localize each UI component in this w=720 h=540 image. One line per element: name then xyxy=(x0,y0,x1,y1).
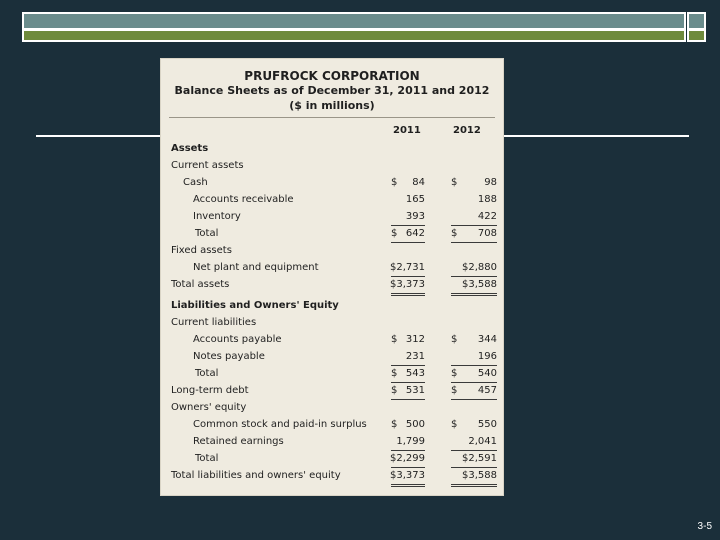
row-label: Accounts payable xyxy=(193,334,282,345)
row-label: Current liabilities xyxy=(171,317,257,328)
value-cell-2011 xyxy=(391,194,425,208)
table-row xyxy=(161,453,503,470)
table-row xyxy=(161,279,503,296)
amount: $3,373 xyxy=(390,279,425,290)
amount: $3,373 xyxy=(390,470,425,481)
amount: 98 xyxy=(484,177,497,188)
header-divider xyxy=(169,117,495,118)
table-row xyxy=(161,194,503,211)
value-cell-2012 xyxy=(451,279,497,296)
row-label: Retained earnings xyxy=(193,436,284,447)
table-row xyxy=(161,228,503,245)
row-label: Current assets xyxy=(171,160,244,171)
amount: 550 xyxy=(477,419,497,430)
table-row xyxy=(161,436,503,453)
value-cell-2012 xyxy=(451,177,497,191)
amount: 543 xyxy=(405,368,425,379)
title-bar-decoration xyxy=(22,12,706,42)
value-cell-2011 xyxy=(391,228,425,243)
amount: $3,588 xyxy=(462,279,497,290)
value-cell-2011 xyxy=(391,453,425,468)
row-label: Cash xyxy=(183,177,208,188)
row-label: Common stock and paid-in surplus xyxy=(193,419,367,430)
dollar-sign: $ xyxy=(391,385,398,396)
row-label: Liabilities and Owners' Equity xyxy=(171,300,339,311)
value-cell-2011 xyxy=(391,419,425,433)
balance-sheet-image xyxy=(160,58,504,496)
value-cell-2011 xyxy=(391,436,425,451)
dollar-sign: $ xyxy=(391,177,398,188)
table-row xyxy=(161,470,503,487)
table-row xyxy=(161,419,503,436)
amount: 2,041 xyxy=(468,436,497,447)
column-header-row xyxy=(161,125,503,142)
value-cell-2011 xyxy=(391,385,425,400)
row-label: Long-term debt xyxy=(171,385,249,396)
value-cell-2011 xyxy=(391,470,425,487)
value-cell-2012 xyxy=(451,368,497,383)
value-cell-2012 xyxy=(451,334,497,348)
value-cell-2012 xyxy=(451,436,497,451)
amount: $2,299 xyxy=(390,453,425,464)
top-bar-green-square xyxy=(687,29,706,42)
value-cell-2011 xyxy=(391,368,425,383)
amount: 422 xyxy=(477,211,497,222)
value-cell-2011 xyxy=(391,279,425,296)
amount: 708 xyxy=(477,228,497,239)
value-cell-2012 xyxy=(451,385,497,400)
dollar-sign: $ xyxy=(391,419,398,430)
dollar-sign: $ xyxy=(391,368,398,379)
value-cell-2011 xyxy=(391,351,425,366)
row-label: Total xyxy=(195,453,219,464)
table-row xyxy=(161,143,503,160)
table-row xyxy=(161,160,503,177)
row-label: Inventory xyxy=(193,211,241,222)
dollar-sign: $ xyxy=(451,368,458,379)
page-number: 3-5 xyxy=(697,521,712,532)
table-row xyxy=(161,317,503,334)
dollar-sign: $ xyxy=(451,419,458,430)
value-cell-2012 xyxy=(451,228,497,243)
amount: 393 xyxy=(405,211,425,222)
row-label: Net plant and equipment xyxy=(193,262,319,273)
row-label: Accounts receivable xyxy=(193,194,294,205)
top-bar-green xyxy=(22,29,686,42)
amount: $2,880 xyxy=(462,262,497,273)
amount: $2,591 xyxy=(462,453,497,464)
value-cell-2012 xyxy=(451,194,497,208)
top-bar-teal xyxy=(22,12,686,30)
value-cell-2011 xyxy=(391,211,425,226)
dollar-sign: $ xyxy=(451,228,458,239)
table-row xyxy=(161,402,503,419)
dollar-sign: $ xyxy=(391,228,398,239)
value-cell-2012 xyxy=(451,211,497,226)
row-label: Fixed assets xyxy=(171,245,232,256)
amount: 188 xyxy=(477,194,497,205)
value-cell-2011 xyxy=(391,334,425,348)
row-label: Total xyxy=(195,228,219,239)
value-cell-2012 xyxy=(451,419,497,433)
table-row xyxy=(161,177,503,194)
amount: $2,731 xyxy=(390,262,425,273)
table-row xyxy=(161,300,503,317)
amount: 500 xyxy=(405,419,425,430)
amount: 344 xyxy=(477,334,497,345)
value-cell-2012 xyxy=(451,351,497,366)
column-header-2012: 2012 xyxy=(453,125,481,136)
amount: 84 xyxy=(412,177,425,188)
amount: $3,588 xyxy=(462,470,497,481)
amount: 540 xyxy=(477,368,497,379)
amount: 196 xyxy=(477,351,497,362)
amount: 531 xyxy=(405,385,425,396)
dollar-sign: $ xyxy=(451,177,458,188)
row-label: Assets xyxy=(171,143,209,154)
value-cell-2012 xyxy=(451,470,497,487)
amount: 642 xyxy=(405,228,425,239)
sheet-subtitle: Balance Sheets as of December 31, 2011 and 2012 xyxy=(174,84,490,97)
value-cell-2011 xyxy=(391,262,425,277)
top-bar-teal-square xyxy=(687,12,706,30)
row-label: Total xyxy=(195,368,219,379)
value-cell-2012 xyxy=(451,262,497,277)
amount: 1,799 xyxy=(396,436,425,447)
amount: 312 xyxy=(405,334,425,345)
sheet-units: ($ in millions) xyxy=(289,99,375,112)
amount: 231 xyxy=(405,351,425,362)
dollar-sign: $ xyxy=(391,334,398,345)
table-row xyxy=(161,385,503,402)
amount: 165 xyxy=(405,194,425,205)
column-header-2011: 2011 xyxy=(393,125,421,136)
dollar-sign: $ xyxy=(451,334,458,345)
table-row xyxy=(161,211,503,228)
row-label: Notes payable xyxy=(193,351,265,362)
sheet-title: PRUFROCK CORPORATION xyxy=(244,69,420,83)
value-cell-2011 xyxy=(391,177,425,191)
table-row xyxy=(161,245,503,262)
row-label: Total assets xyxy=(171,279,230,290)
value-cell-2012 xyxy=(451,453,497,468)
table-row xyxy=(161,334,503,351)
table-row xyxy=(161,262,503,279)
amount: 457 xyxy=(477,385,497,396)
row-label: Owners' equity xyxy=(171,402,247,413)
row-label: Total liabilities and owners' equity xyxy=(171,470,341,481)
table-row xyxy=(161,351,503,368)
dollar-sign: $ xyxy=(451,385,458,396)
table-row xyxy=(161,368,503,385)
